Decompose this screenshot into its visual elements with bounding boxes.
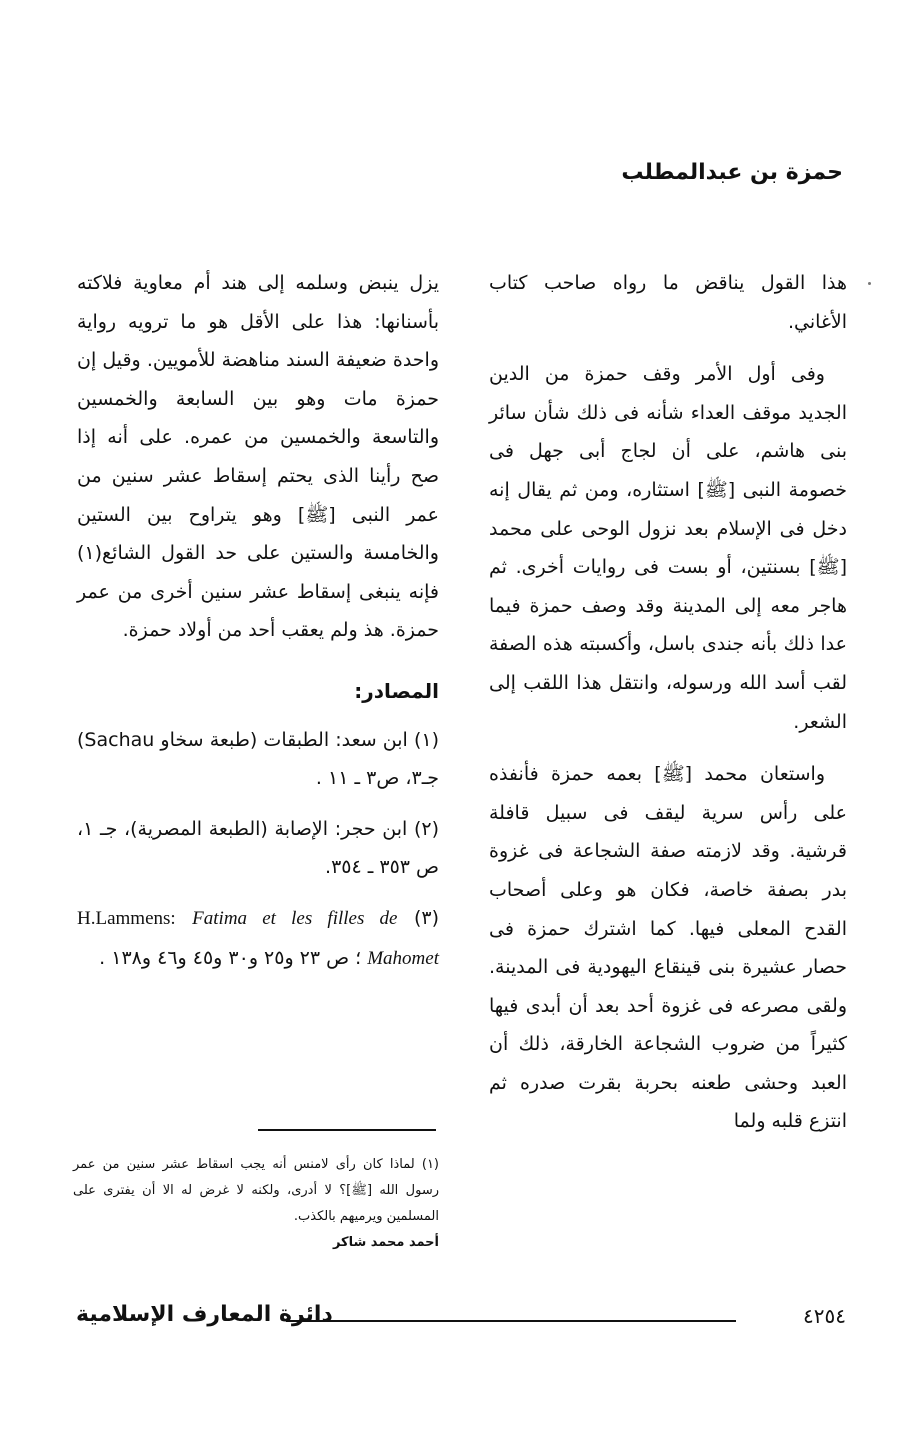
page-header-title: حمزة بن عبدالمطلب bbox=[621, 160, 843, 185]
page-number: ٤٢٥٤ bbox=[803, 1304, 846, 1328]
source-work-title: Fatima et les filles de Mahomet bbox=[192, 907, 439, 969]
source-entry: (١) ابن سعد: الطبقات (طبعة سخاو Sachau) جـ٣، ص٣ ـ ١١ . bbox=[77, 728, 439, 790]
footnote bbox=[73, 1152, 439, 1256]
sources-heading: المصادر: bbox=[354, 678, 439, 703]
source-author: H.Lammens: bbox=[77, 907, 176, 929]
footnote-signature: أحمد محمد شاكر bbox=[332, 1235, 439, 1250]
paragraph: واستعان محمد [ﷺ] بعمه حمزة فأنفذه على رأس سرية ليقف فى سبيل قافلة قرشية. وقد لازمته صفة الشجاعة فى غزوة بدر بصفة خاصة، فكان هو وعلى أصحاب القدح المعلى فيها. كما اشترك حمزة فى حصار عشيرة بنى قينقاع اليهودية فى المدينة. ولقى مصرعه فى غزوة أحد بعد أن أبدى فيها كثيراً من ضروب الشجاعة الخارقة، ذلك أن العبد وحشى طعنه بحربة بقرت صدره ثم انتزع قلبه ولما bbox=[489, 763, 847, 1133]
footer-rule bbox=[286, 1320, 736, 1322]
footnote-text: (١) لماذا كان رأى لامنس أنه يجب اسقاط عشر سنين من عمر رسول الله [ﷺ]؟ لا أدرى، ولكنه لا غرض له الا أن يفترى على المسلمين ويرميهم بالكذب. bbox=[73, 1157, 439, 1224]
paragraph: وفى أول الأمر وقف حمزة من الدين الجديد موقف العداء شأنه فى ذلك شأن سائر بنى هاشم، على أن لجاج أبى جهل فى خصومة النبى [ﷺ] استثاره، ومن ثم يقال إنه دخل فى الإسلام بعد نزول الوحى على محمد [ﷺ] بسنتين، أو بست فى روايات أخرى. ثم هاجر معه إلى المدينة وقد وصف حمزة فيما عدا ذلك بأنه جندى باسل، وأكسبته هذه الصفة لقب أسد الله ورسوله، وانتقل هذا اللقب إلى الشعر. bbox=[489, 363, 847, 733]
right-column bbox=[489, 264, 847, 1141]
paragraph: هذا القول يناقض ما رواه صاحب كتاب الأغاني. bbox=[489, 272, 847, 333]
source-number: (٣) bbox=[413, 906, 440, 929]
page-footer bbox=[76, 1300, 846, 1340]
margin-mark bbox=[868, 282, 871, 285]
source-entry: (٢) ابن حجر: الإصابة (الطبعة المصرية)، جـ ١، ص ٣٥٣ ـ ٣٥٤. bbox=[77, 817, 439, 879]
source-entry bbox=[77, 899, 439, 978]
left-column bbox=[77, 264, 439, 990]
paragraph: يزل ينبض وسلمه إلى هند أم معاوية فلاكته بأسنانها: هذا على الأقل هو ما ترويه رواية واحدة ضعيفة السند مناهضة للأمويين. وقيل إن حمزة مات وهو بين السابعة والخمسين والتاسعة والخمسين من عمره. على أنه إذا صح رأينا الذى يحتم إسقاط عشر سنين من عمر النبى [ﷺ] وهو يتراوح بين الستين والخامسة والستين على حد القول الشائع(١) فإنه ينبغى إسقاط عشر سنين أخرى من عمر حمزة. هذ ولم يعقب أحد من أولاد حمزة. bbox=[77, 272, 439, 642]
publication-title: دائرة المعارف الإسلامية bbox=[76, 1302, 333, 1327]
source-pages: ؛ ص ٢٣ و٢٥ و٣٠ و٤٥ و٤٦ و١٣٨ . bbox=[99, 946, 362, 969]
footnote-divider bbox=[258, 1129, 436, 1131]
